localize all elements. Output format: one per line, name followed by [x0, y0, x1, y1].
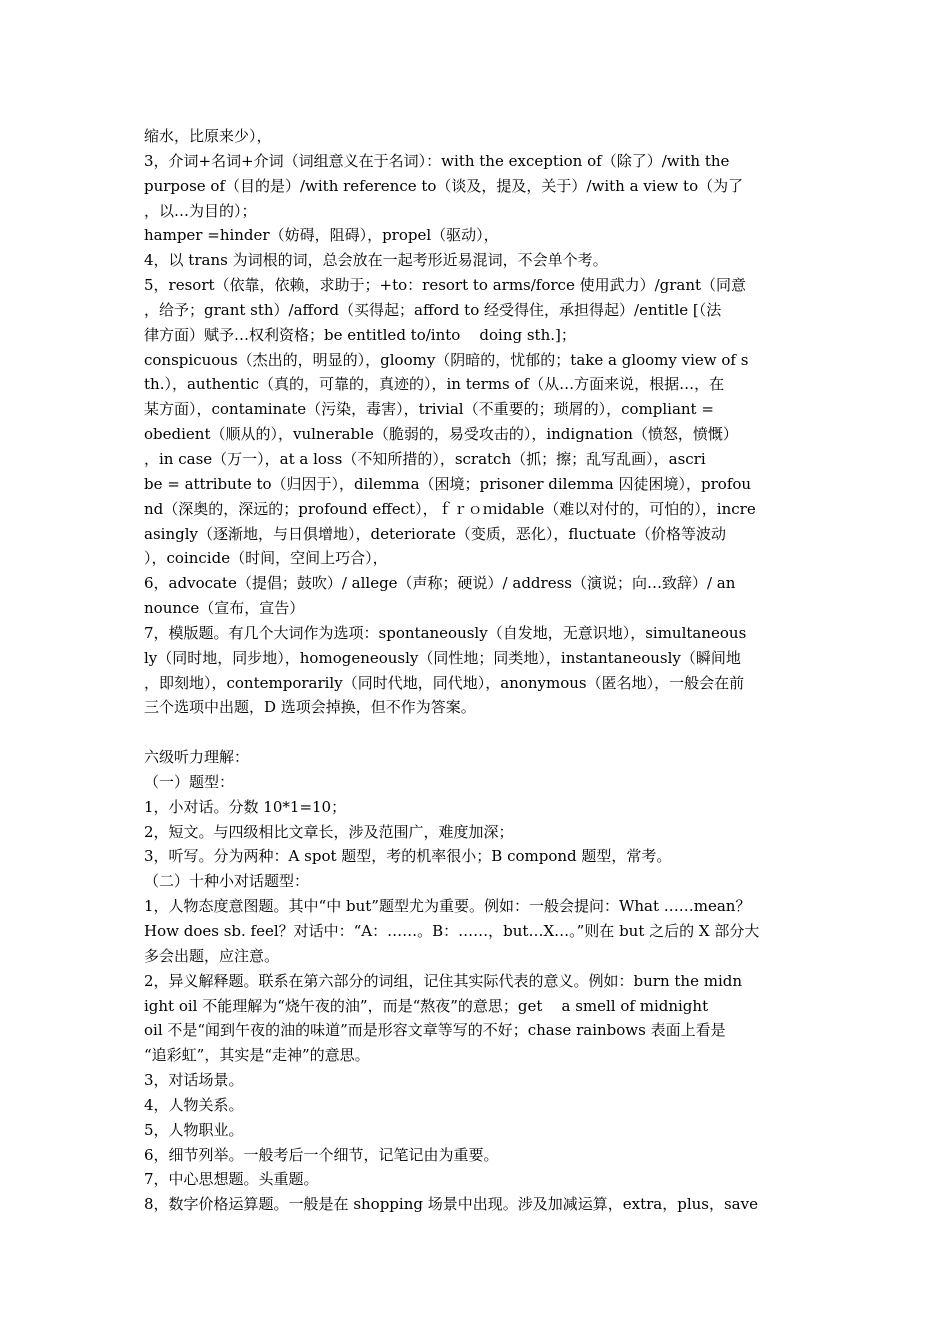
- text-line: ），coincide（时间，空间上巧合），: [144, 549, 388, 568]
- text-line: ，给予；grant sth）/afford（买得起；afford to 经受得住，承担得起）/entitle [（法: [144, 300, 722, 319]
- document-body: [144, 124, 844, 1217]
- text-line: 多会出题，应注意。: [144, 946, 280, 965]
- text-line: conspicuous（杰出的，明显的），gloomy（阴暗的，忧郁的；take a gloomy view of s: [144, 350, 749, 369]
- listening-section: [144, 745, 844, 1217]
- text-line: （一）题型：: [144, 772, 235, 791]
- text-line: 1，人物态度意图题。其中“中 but”题型尤为重要。例如：一般会提问：What ……mean？: [144, 897, 751, 916]
- text-line: 3，介词+名词+介词（词组意义在于名词）：with the exception of（除了）/with the: [144, 151, 730, 170]
- text-line: 六级听力理解：: [144, 748, 250, 767]
- text-line: hamper =hinder（妨碍，阻碍），propel（驱动），: [144, 226, 499, 245]
- vocabulary-section: [144, 124, 844, 720]
- text-line: （二）十种小对话题型：: [144, 872, 310, 891]
- text-line: 3，听写。分为两种：A spot 题型，考的机率很小；B compond 题型，常考。: [144, 847, 672, 866]
- text-line: How does sb. feel？对话中：“A：……。B：……，but…X…。”则在 but 之后的 X 部分大: [144, 922, 760, 940]
- text-line: 8，数字价格运算题。一般是在 shopping 场景中出现。涉及加减运算，extra，plus，save: [144, 1195, 758, 1214]
- text-line: 1，小对话。分数 10*1=10；: [144, 797, 347, 816]
- text-line: 7，模版题。有几个大词作为选项：spontaneously（自发地，无意识地），simultaneous: [144, 623, 747, 642]
- text-line: 4，以 trans 为词根的词，总会放在一起考形近易混词，不会单个考。: [144, 251, 608, 270]
- text-line: be = attribute to（归因于），dilemma（困境；prisoner dilemma 囚徒困境），profou: [144, 474, 752, 493]
- text-line: purpose of（目的是）/with reference to（谈及，提及，关于）/with a view to（为了: [144, 176, 744, 195]
- text-line: 三个选项中出题，D 选项会掉换，但不作为答案。: [144, 698, 476, 717]
- text-line: 某方面），contaminate（污染，毒害），trivial（不重要的；琐屑的），compliant =: [144, 400, 714, 419]
- text-line: 6，advocate（提倡；鼓吹）/ allege（声称；硬说）/ address（演说；向…致辞）/ an: [144, 574, 736, 593]
- text-line: ly（同时地，同步地），homogeneously（同性地；同类地），instantaneously（瞬间地: [144, 648, 741, 667]
- text-line: 5，resort（依靠，依赖，求助于；+to：resort to arms/force 使用武力）/grant（同意: [144, 276, 747, 295]
- text-line: obedient（顺从的），vulnerable（脆弱的，易受攻击的），indignation（愤怒，愤慨）: [144, 425, 738, 444]
- section-spacer: [144, 720, 844, 745]
- text-line: nounce（宣布，宣告）: [144, 599, 305, 618]
- text-line: oil 不是“闻到午夜的油的味道”而是形容文章等写的不好；chase rainbows 表面上看是: [144, 1021, 726, 1040]
- text-line: nd（深奥的，深远的；profound effect），ｆｒｏｍidable（难以对付的，可怕的），incre: [144, 499, 756, 518]
- text-line: 7，中心思想题。头重题。: [144, 1170, 319, 1189]
- text-line: 律方面）赋予…权利资格；be entitled to/into doing sth.]；: [144, 325, 576, 344]
- text-line: 缩水，比原来少），: [144, 127, 272, 145]
- text-line: ，以…为目的）；: [144, 201, 257, 220]
- text-line: ight oil 不能理解为“烧午夜的油”，而是“熬夜”的意思；get a smell of midnight: [144, 996, 709, 1015]
- text-line: asingly（逐渐地，与日俱增地），deteriorate（变质，恶化），fluctuate（价格等波动: [144, 524, 726, 543]
- text-line: 3，对话场景。: [144, 1071, 244, 1090]
- text-line: ，即刻地），contemporarily（同时代地，同代地），anonymous（匿名地），一般会在前: [144, 673, 745, 692]
- text-line: 4，人物关系。: [144, 1095, 244, 1114]
- text-line: “追彩虹”，其实是“走神”的意思。: [144, 1046, 370, 1065]
- text-line: th.），authentic（真的，可靠的，真迹的），in terms of（从…方面来说，根据…，在: [144, 375, 725, 394]
- text-line: 2，异义解释题。联系在第六部分的词组，记住其实际代表的意义。例如：burn the midn: [144, 971, 743, 990]
- text-line: 2，短文。与四级相比文章长，涉及范围广，难度加深；: [144, 822, 514, 841]
- text-line: 6，细节列举。一般考后一个细节，记笔记由为重要。: [144, 1145, 499, 1164]
- text-line: 5，人物职业。: [144, 1120, 244, 1139]
- text-line: ，in case（万一），at a loss（不知所措的），scratch（抓；擦；乱写乱画），ascri: [144, 449, 706, 468]
